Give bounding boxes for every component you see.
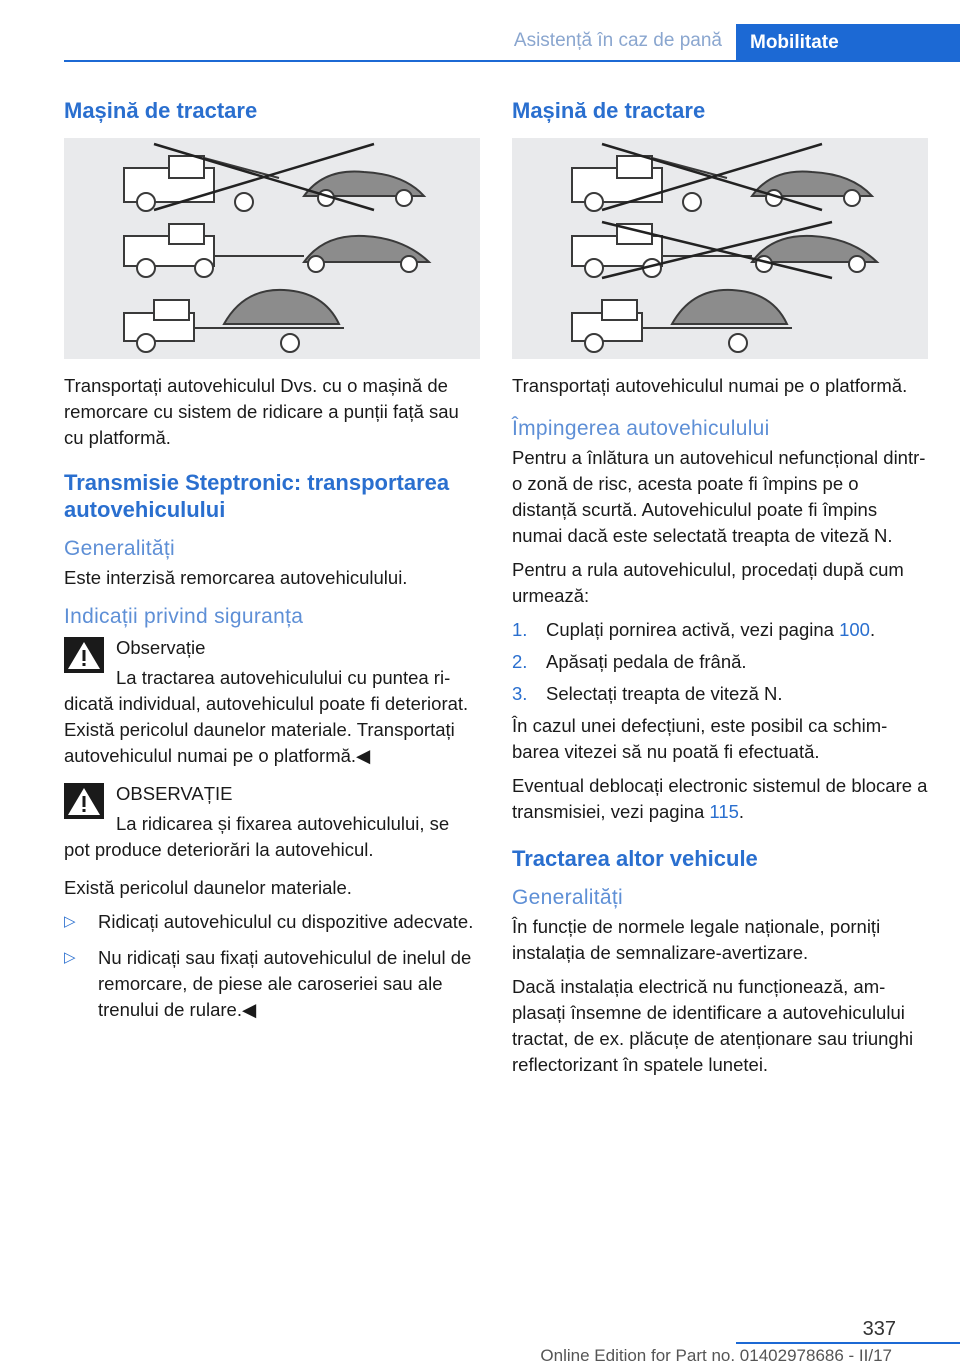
warning-2-extra: Există pericolul daunelor materiale. bbox=[64, 877, 352, 898]
right-general-text: În funcție de normele legale naționale, porniți instalația de semnalizare-avertizare. bbox=[512, 916, 881, 963]
list-item: ▷ Nu ridicați sau fixați autovehiculul de inelul de remorcare, de piese ale caroseriei sau ale trenului de rulare.◀ bbox=[64, 947, 472, 1020]
page-link-115[interactable]: 115 bbox=[709, 801, 739, 822]
push-text-2: Pentru a rula autovehiculul, procedați după cum urmează: bbox=[512, 559, 904, 606]
edition-note: Online Edition for Part no. 01402978686 - II/17 bbox=[540, 1346, 892, 1365]
right-column bbox=[512, 98, 928, 1086]
right-caption: Transportați autovehiculul numai pe o platformă. bbox=[512, 375, 908, 396]
page-header bbox=[64, 24, 960, 62]
header-section-title: Asistență în caz de pană bbox=[513, 30, 722, 51]
footer-rule bbox=[736, 1342, 960, 1344]
warning-triangle-icon bbox=[64, 637, 104, 673]
warning-2-body: La ridicarea și fixarea autovehiculului, se pot produce deteriorări la autovehicul. bbox=[64, 813, 450, 860]
left-general-heading: Generalități bbox=[64, 537, 175, 560]
right-general-text-2: Dacă instalația electrică nu funcționează, amplasați însemne de identificare a autovehiculului tractat, de ex. plăcuțe de atenționare sau triunghi reflectorizant în spatele lunetei. bbox=[512, 976, 914, 1075]
left-caption: Transportați autovehiculul Dvs. cu o mașină de remorcare cu sistem de ridicare a punții față sau cu platformă. bbox=[64, 375, 459, 448]
page-number: 337 bbox=[862, 1318, 896, 1340]
warning-triangle-icon bbox=[64, 783, 104, 819]
push-steps bbox=[512, 617, 928, 707]
steptronic-heading: Transmisie Steptronic: transportarea autovehiculului bbox=[64, 470, 450, 522]
right-heading: Mașină de tractare bbox=[512, 98, 706, 123]
bullet-triangle-icon: ▷ bbox=[64, 949, 76, 966]
left-heading: Mașină de tractare bbox=[64, 98, 258, 123]
list-item: 3. Selectați treapta de viteză N. bbox=[512, 683, 783, 704]
warning-1-body: La tractarea autovehiculului cu puntea ridicată individual, autovehiculul poate fi deteriorat. Există pericolul daunelor materiale. Transportați autovehiculul numai pe o platformă.◀ bbox=[64, 667, 469, 766]
warning-2-title: OBSERVAȚIE bbox=[116, 783, 233, 804]
warning-1-title: Observație bbox=[116, 637, 206, 658]
list-item: ▷ Ridicați autovehiculul cu dispozitive adecvate. bbox=[64, 909, 480, 935]
warning-block-1 bbox=[64, 635, 480, 769]
right-general-heading: Generalități bbox=[512, 886, 623, 909]
bullet-triangle-icon: ▷ bbox=[64, 913, 76, 930]
precaution-list bbox=[64, 909, 480, 1023]
warning-block-2 bbox=[64, 781, 480, 863]
header-rule bbox=[64, 60, 960, 62]
left-column bbox=[64, 98, 480, 1033]
safety-heading: Indicații privind siguranța bbox=[64, 605, 304, 628]
tow-truck-drawing bbox=[512, 138, 928, 359]
note-2: Eventual deblocați electronic sistemul de blocare a transmisiei, vezi pagina 115. bbox=[512, 775, 928, 822]
page-link-100[interactable]: 100 bbox=[839, 619, 870, 640]
tow-other-heading: Tractarea altor vehicule bbox=[512, 846, 758, 871]
header-chapter-tab[interactable]: Mobilitate bbox=[736, 24, 960, 62]
list-item: 1. Cuplați pornirea activă, vezi pagina 100. bbox=[512, 619, 876, 640]
left-general-text: Este interzisă remorcarea autovehiculului. bbox=[64, 567, 408, 588]
tow-truck-illustration-right bbox=[512, 138, 928, 359]
tow-truck-illustration-left bbox=[64, 138, 480, 359]
tow-truck-drawing bbox=[64, 138, 480, 359]
push-heading: Împingerea autovehiculului bbox=[512, 417, 770, 440]
push-text: Pentru a înlătura un autovehicul nefuncțional dintr-o zonă de risc, acesta poate fi împins pe o distanță scurtă. Autovehiculul poate fi împins numai dacă este selectată treapta de viteză N. bbox=[512, 447, 926, 546]
list-item: 2. Apăsați pedala de frână. bbox=[512, 651, 747, 672]
note-1: În cazul unei defecțiuni, este posibil ca schimbarea vitezei să nu poată fi efectuată. bbox=[512, 715, 888, 762]
